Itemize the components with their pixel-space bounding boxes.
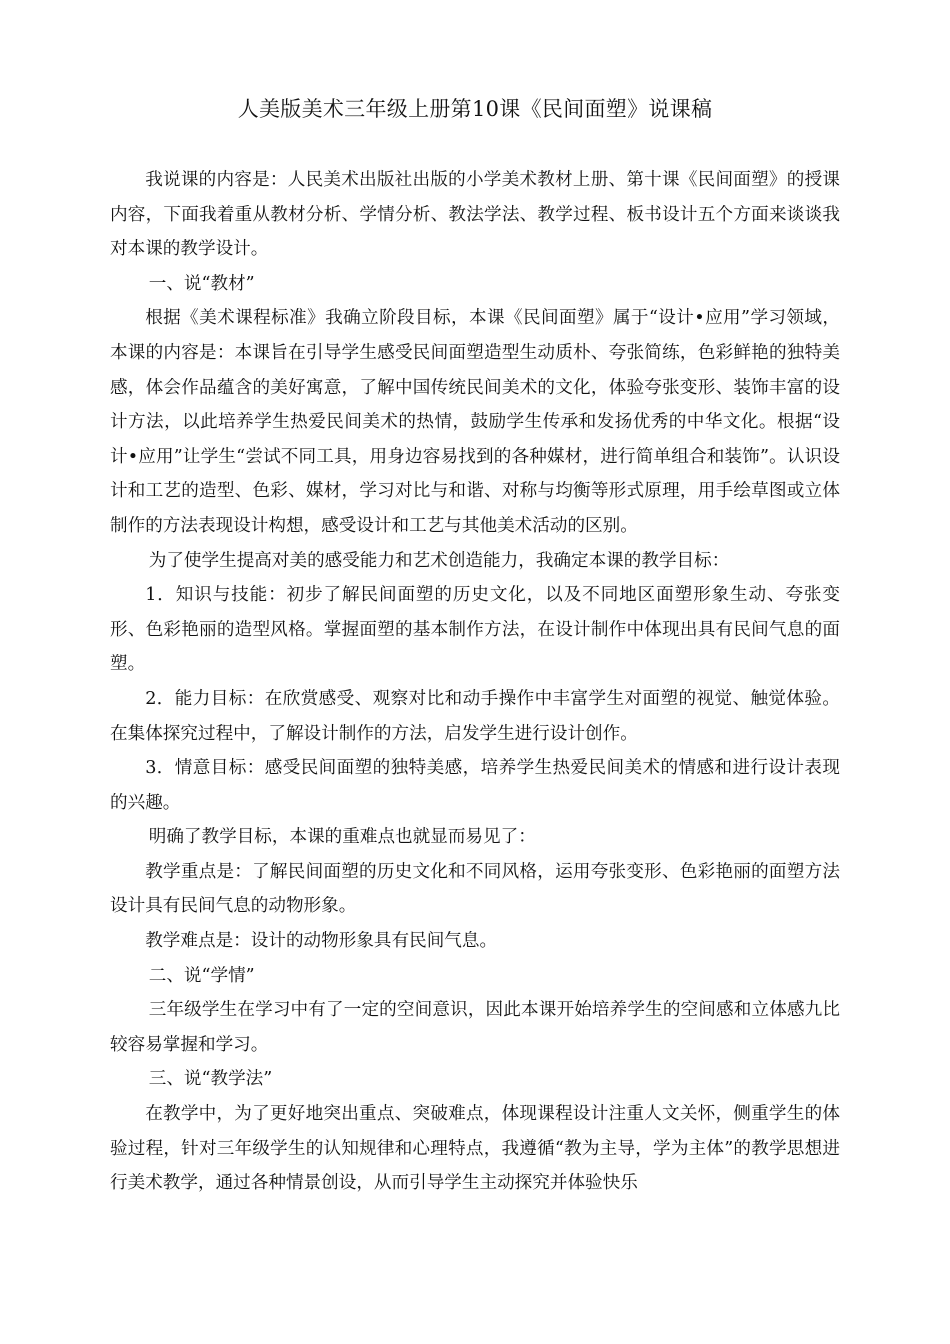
paragraph-key-points-intro: 明确了教学目标，本课的重难点也就显而易见了： — [148, 827, 536, 848]
section-heading-textbook: 一、说“教材” — [148, 273, 255, 294]
section-heading-students: 二、说“学情” — [148, 965, 255, 986]
paragraph-textbook-analysis: 根据《美术课程标准》我确立阶段目标，本课《民间面塑》属于“设计•应用”学习领域，本课的内容是：本课旨在引导学生感受民间面塑造型生动质朴、夸张简练，色彩鲜艳的独特美感，体会作品蕴含的美好寓意，了解中国传统民间美术的文化，体验夸张变形、装饰丰富的设计方法，以此培养学生热爱民间美术的热情，鼓励学生传承和发扬优秀的中华文化。根据“设计•应用”让学生“尝试不同工具，用身边容易找到的各种媒材，进行简单组合和装饰”。认识设计和工艺的造型、色彩、媒材，学习对比与和谐、对称与均衡等形式原理，用手绘草图或立体制作的方法表现设计构想，感受设计和工艺与其他美术活动的区别。 — [110, 308, 840, 536]
document-title: 人美版美术三年级上册第10课《民间面塑》说课稿 — [237, 97, 713, 121]
document-body — [110, 163, 840, 1201]
paragraph-teaching-methods: 在教学中，为了更好地突出重点、突破难点，体现课程设计注重人文关怀，侧重学生的体验过程，针对三年级学生的认知规律和心理特点，我遵循“教为主导，学为主体”的教学思想进行美术教学，通过各种情景创设，从而引导学生主动探究并体验快乐 — [110, 1104, 840, 1194]
paragraph-objective-emotion: 3．情意目标：感受民间面塑的独特美感，培养学生热爱民间美术的情感和进行设计表现的兴趣。 — [110, 758, 840, 813]
paragraph-teaching-focus: 教学重点是：了解民间面塑的历史文化和不同风格，运用夸张变形、色彩艳丽的面塑方法设计具有民间气息的动物形象。 — [110, 861, 840, 917]
paragraph-objective-ability: 2．能力目标：在欣赏感受、观察对比和动手操作中丰富学生对面塑的视觉、触觉体验。在集体探究过程中，了解设计制作的方法，启发学生进行设计创作。 — [110, 688, 840, 744]
paragraph-student-analysis: 三年级学生在学习中有了一定的空间意识，因此本课开始培养学生的空间感和立体感九比较容易掌握和学习。 — [110, 1000, 840, 1055]
paragraph-objective-knowledge: 1．知识与技能：初步了解民间面塑的历史文化，以及不同地区面塑形象生动、夸张变形、色彩艳丽的造型风格。掌握面塑的基本制作方法，在设计制作中体现出具有民间气息的面塑。 — [110, 585, 840, 675]
paragraph-objectives-intro: 为了使学生提高对美的感受能力和艺术创造能力，我确定本课的教学目标： — [148, 550, 730, 571]
paragraph-intro: 我说课的内容是：人民美术出版社出版的小学美术教材上册、第十课《民间面塑》的授课内容，下面我着重从教材分析、学情分析、教法学法、教学过程、板书设计五个方面来谈谈我对本课的教学设计。 — [110, 170, 840, 260]
section-heading-methods: 三、说“教学法” — [148, 1069, 273, 1090]
paragraph-teaching-difficulty: 教学难点是：设计的动物形象具有民间气息。 — [145, 931, 498, 952]
